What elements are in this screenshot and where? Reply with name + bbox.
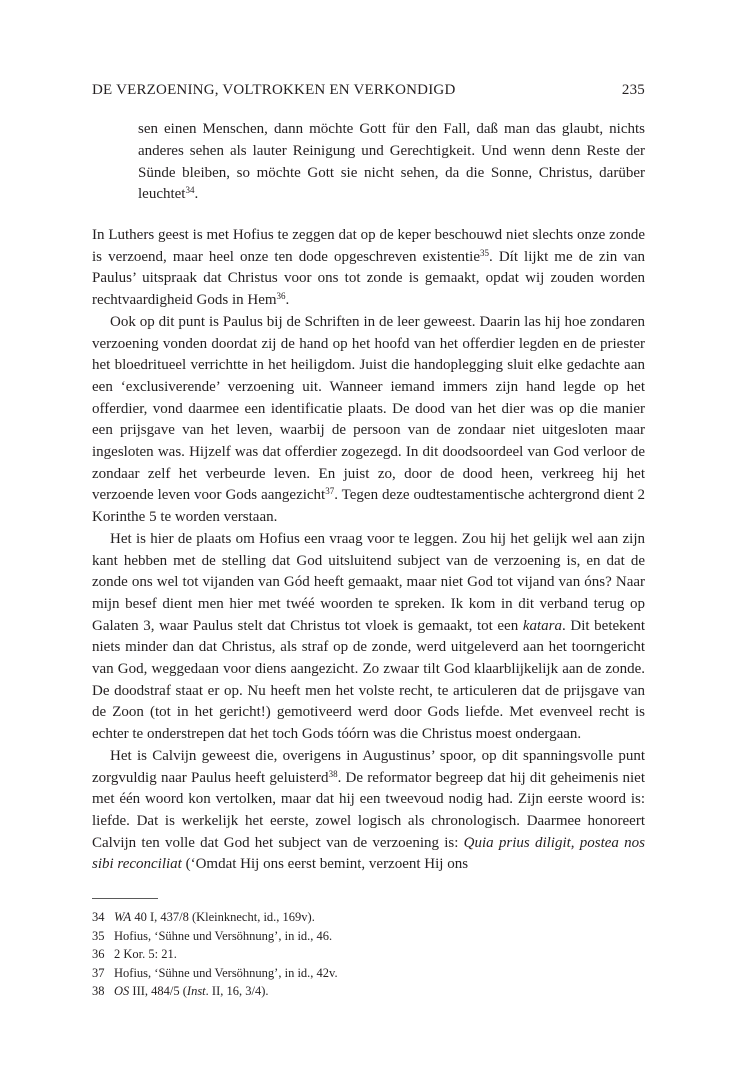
footnote-number: 37 xyxy=(92,965,105,980)
footnote-number: 38 xyxy=(92,984,105,999)
katara-term: katara xyxy=(522,617,563,634)
footnote-text: 2 Kor. 5: 21. xyxy=(114,947,177,962)
footnote-37 xyxy=(92,964,645,983)
page-number: 235 xyxy=(621,82,645,98)
footnote-text: Hofius, ‘Sühne und Versöhnung’, in id., 42v. xyxy=(114,965,338,980)
paragraph-1: In Luthers geest is met Hofius te zeggen dat op de keper beschouwd niet slechts onze zonde is verzoend, maar heel onze ten dode opgeschreven existentie$^{35}$. Dít lijkt me de zin van Paulus’ uitspraak dat Christus voor ons tot zonde is gemaakt, opdat wij zouden worden rechtvaardigheid Gods in Hem$^{36}$. xyxy=(92,227,645,309)
quote-text: sen einen Menschen, dann möchte Gott für den Fall, daß man das glaubt, nichts anderes sehen als lauter Reinigung und Gerechtigkeit. Und wenn denn Reste der Sünde bleiben, so möchte Gott sie nicht sehen, da die Sonne, Christus, darüber leuchtet$^{34}$. xyxy=(138,121,645,203)
latin-quote: Quia prius diligit, postea nos sibi reconciliat xyxy=(92,834,645,873)
paragraph-2: Ook op dit punt is Paulus bij de Schriften in de leer geweest. Daarin las hij hoe zondaren verzoening vonden doordat zij de hand op het hoofd van het offerdier legden en de priester het bloedritueel verrichtte in het heiligdom. Juist die handoplegging sluit elke gedachte aan een ‘exclusiverende’ verzoening uit. Wanneer iemand immers zijn hand legde op het offerdier, vond daarmee een identificatie plaats. De dood van het dier was op die manier een prijsgave van het leven, waarbij de persoon van de zondaar niet uitgesloten maar ingesloten was. Hijzelf was dat offerdier zogezegd. In dit doodsoordeel van God verloor de zondaar zelf het verbeurde leven. En juist zo, door de dood heen, verkreeg hij het verzoende leven voor Gods aangezicht$^{37}$. Tegen deze oudtestamentische achtergrond dient 2 Korinthe 5 te worden verstaan. xyxy=(92,313,645,526)
block-quote xyxy=(138,119,645,206)
footnote-text: Hofius, ‘Sühne und Versöhnung’, in id., 46. xyxy=(114,928,333,943)
footnote-text: WA 40 I, 437/8 (Kleinknecht, id., 169v). xyxy=(114,910,315,924)
footnote-number: 35 xyxy=(92,928,105,943)
footnote-38 xyxy=(92,982,645,1001)
footnote-ref-37[interactable]: 37 xyxy=(325,486,335,497)
footnote-ref-34[interactable]: 34 xyxy=(185,185,195,196)
footnote-ref-38[interactable]: 38 xyxy=(328,768,338,779)
paragraph-3: Het is hier de plaats om Hofius een vraag voor te leggen. Zou hij het gelijk wel aan zijn kant hebben met de stelling dat God uitsluitend subject van de verzoening is, en dat de zonde ons wel tot vijanden van Gód heeft gemaakt, maar niet God tot vijand van óns? Naar mijn besef dient men hier met twéé woorden te spreken. Ik kom in dit verband terug op Galaten 3, waar Paulus stelt dat Christus tot vloek is gemaakt, tot een katara. Dit betekent niets minder dan dat Christus, als straf op de zonde, werd uitgeleverd aan het toorngericht van God, weggedaan voor diens aangezicht. Zo zwaar tilt God klaarblijkelijk aan de zonde. De doodstraf staat er op. Nu heeft men het volste recht, te articuleren dat de prijsgave van de Zoon (tot in het gericht!) gemotiveerd werd door Gods liefde. Met evenveel recht is echter te onderstrepen dat het toch Gods tóórn was die Christus moest ondergaan. xyxy=(92,530,645,743)
paragraph-4: Het is Calvijn geweest die, overigens in Augustinus’ spoor, op dit spanningsvolle punt zorgvuldig naar Paulus heeft geluisterd$^{38}$. De reformator begreep dat hij dit geheimenis niet met één woord kon vertolken, maar dat hij een tweevoud nodig had. Zijn eerste woord is: liefde. Dat is werkelijk het eerste, zowel logisch als chronologisch. Daarmee honoreert Calvijn ten volle dat God het subject van de verzoening is: Quia prius diligit, postea nos sibi reconciliat (‘Omdat Hij ons eerst bemint, verzoent Hij ons xyxy=(92,747,645,873)
footnote-34 xyxy=(92,908,645,927)
running-title: DE VERZOENING, VOLTROKKEN EN VERKONDIGD xyxy=(92,82,456,98)
running-header xyxy=(92,80,645,102)
footnote-text: OS III, 484/5 (Inst. II, 16, 3/4). xyxy=(114,984,269,999)
footnote-divider xyxy=(92,898,158,899)
footnote-ref-36[interactable]: 36 xyxy=(276,291,286,302)
footnote-number: 34 xyxy=(92,910,105,924)
footnotes xyxy=(92,908,645,1001)
footnote-35 xyxy=(92,927,645,946)
footnote-ref-35[interactable]: 35 xyxy=(480,247,489,258)
body-text xyxy=(92,225,645,876)
footnote-number: 36 xyxy=(92,947,105,962)
footnote-36 xyxy=(92,945,645,964)
